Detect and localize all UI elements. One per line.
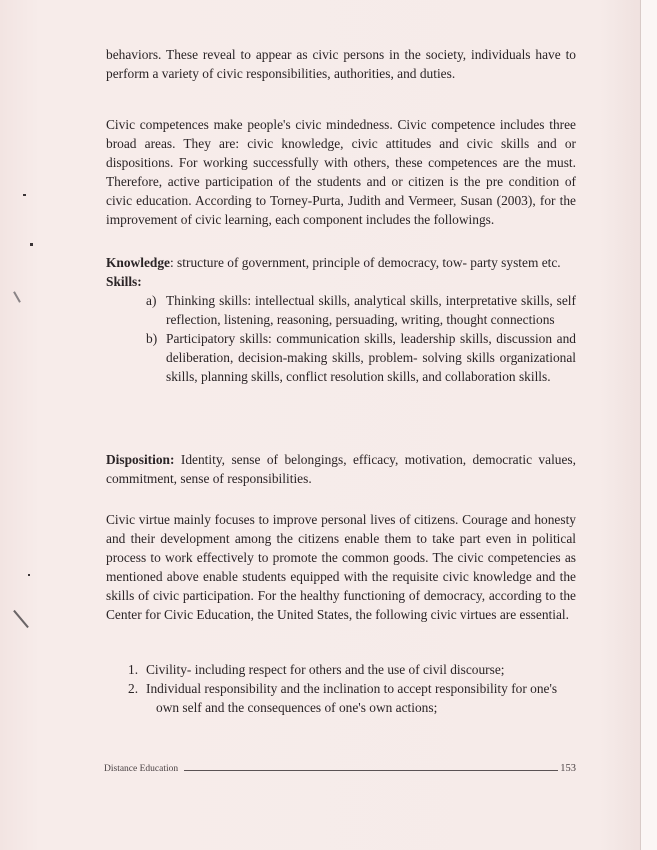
footer-title: Distance Education: [104, 764, 179, 774]
page-edge: [640, 0, 657, 850]
list-marker: a): [146, 293, 157, 308]
scan-speck: [30, 243, 33, 246]
paragraph-civic-competences: Civic competences make people's civic mindedness. Civic competence includes three broad areas. They are: civic knowledge, civic attitudes and civic skills and or dispositions. For working successfully with others, these competences are the must. Therefore, active participation of the students and or citizen is the pre condition of civic education. According to Torney-Purta, Judith and Vermeer, Susan (2003), for the improvement of civic learning, each component includes the followings.: [106, 117, 576, 227]
page-footer: [104, 763, 576, 774]
knowledge-text: : structure of government, principle of democracy, tow- party system etc.: [169, 255, 561, 270]
virtues-list: [106, 660, 576, 717]
skills-item: [106, 291, 576, 329]
scan-speck: [23, 194, 26, 196]
virtue-item: [106, 660, 576, 679]
footer-rule: [184, 769, 558, 771]
list-marker: b): [146, 331, 158, 346]
list-marker: 2.: [128, 681, 139, 696]
page-number: 153: [560, 763, 576, 774]
skills-item: [106, 329, 576, 386]
scan-speck: [28, 574, 30, 576]
section-knowledge-skills: [106, 253, 576, 386]
paragraph-civic-virtue: Civic virtue mainly focuses to improve personal lives of citizens. Courage and honesty and their development among the citizens enable them to take part even in political process to work effectively to promote the common goods. The civic competencies as mentioned above enable students equipped with the requisite civic knowledge and the skills of civic participation. For the healthy functioning of democracy, according to the Center for Civic Education, the United States, the following civic virtues are essential.: [106, 512, 576, 622]
virtue-item: [106, 679, 576, 717]
skills-item-text: Participatory skills: communication skills, leadership skills, discussion and deliberation, decision-making skills, problem- solving skills organizational skills, planning skills, conflict resolution skills, and collaboration skills.: [166, 331, 576, 384]
section-disposition: [106, 450, 576, 488]
virtue-text: Civility- including respect for others and the use of civil discourse;: [146, 662, 505, 677]
skills-item-text: Thinking skills: intellectual skills, analytical skills, interpretative skills, self reflection, listening, reasoning, persuading, writing, thought connections: [166, 293, 576, 327]
disposition-text: Identity, sense of belongings, efficacy, motivation, democratic values, commitment, sense of responsibilities.: [106, 452, 576, 486]
knowledge-line: [106, 253, 576, 272]
disposition-label: Disposition:: [106, 452, 175, 467]
list-marker: 1.: [128, 662, 139, 677]
virtue-continuation: own self and the consequences of one's own actions;: [156, 700, 438, 715]
skills-label: Skills:: [106, 274, 142, 289]
knowledge-label: Knowledge: [106, 255, 170, 270]
virtue-text: Individual responsibility and the inclination to accept responsibility for one's: [146, 681, 558, 696]
paragraph-behaviors: behaviors. These reveal to appear as civic persons in the society, individuals have to perform a variety of civic responsibilities, authorities, and duties.: [106, 47, 576, 81]
